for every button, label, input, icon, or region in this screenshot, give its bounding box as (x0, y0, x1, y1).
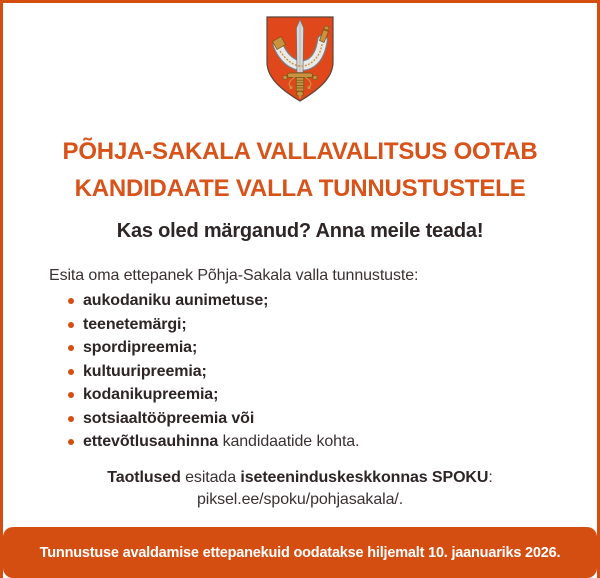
bullet-rest-text: kandidaatide kohta. (218, 433, 360, 450)
bullet-dot-icon (68, 392, 74, 398)
bullet-bold-text: aukodaniku aunimetuse; (83, 292, 269, 309)
intro-text: Esita oma ettepanek Põhja-Sakala valla tunnustuste: (49, 267, 419, 284)
bullet-bold-text: ettevõtlusauhinna (83, 433, 219, 450)
bullet-dot-icon (68, 416, 74, 422)
bullet-bold-text: spordipreemia; (83, 339, 198, 356)
bullet-dot-icon (68, 322, 74, 328)
bullet-dot-icon (68, 439, 74, 445)
page-title (3, 133, 597, 207)
bullet-bold-text: kultuuripreemia; (83, 362, 207, 380)
list-item (49, 410, 597, 427)
submission-info (3, 467, 597, 511)
list-item (49, 316, 597, 333)
submission-normal-2: : (488, 469, 493, 486)
submission-bold-1: Taotlused (107, 469, 181, 486)
footer-deadline-text: Tunnustuse avaldamise ettepanekuid oodatakse hiljemalt 10. jaanuariks 2026. (39, 544, 561, 561)
page-title-line2: KANDIDAATE VALLA TUNNUSTUSTELE (74, 175, 526, 202)
bullet-dot-icon (68, 369, 74, 375)
submission-normal-1: esitada (180, 469, 241, 486)
bullet-bold-text: sotsiaaltööpreemia või (83, 409, 255, 427)
submission-bold-2: iseteeninduskeskkonnas SPOKU (240, 469, 489, 486)
body-section (49, 265, 597, 450)
list-item (49, 363, 597, 380)
page-title-line1: PÕHJA-SAKALA VALLAVALITSUS OOTAB (62, 138, 538, 165)
submission-url: piksel.ee/spoku/pohjasakala/. (196, 491, 404, 508)
bullet-dot-icon (68, 345, 74, 351)
list-item (49, 292, 597, 309)
coat-of-arms-icon (265, 15, 335, 103)
award-category-list (49, 292, 597, 450)
footer-banner (3, 527, 597, 578)
list-item (49, 339, 597, 356)
subheading: Kas oled märganud? Anna meile teada! (116, 220, 484, 242)
list-item (49, 386, 597, 403)
submission-line (3, 467, 597, 489)
list-item (49, 433, 597, 450)
bullet-bold-text: kodanikupreemia; (83, 386, 219, 403)
crest-container (265, 15, 335, 108)
bullet-dot-icon (68, 298, 74, 304)
bullet-bold-text: teenetemärgi; (83, 315, 187, 333)
